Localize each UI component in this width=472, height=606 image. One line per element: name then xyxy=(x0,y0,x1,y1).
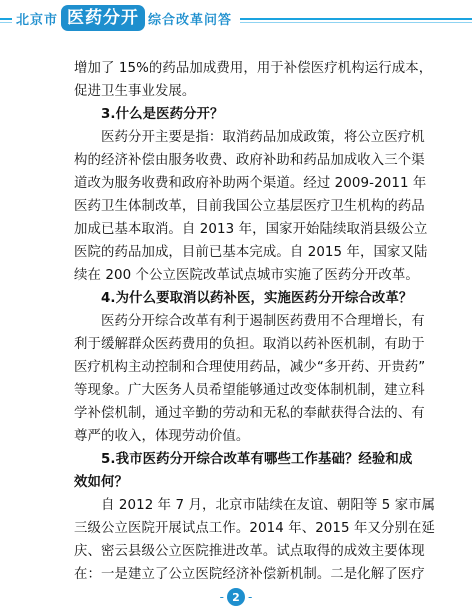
paragraph-line: 医院的药品加成，目前已基本完成。自 2015 年，国家又陆 xyxy=(74,245,428,260)
paragraph-line: 在：一是建立了公立医院经济补偿新机制。二是化解了医疗 xyxy=(74,567,425,582)
footer-dash-left: - xyxy=(219,590,224,604)
paragraph-line: 医药分开综合改革有利于遏制医药费用不合理增长，有 xyxy=(101,314,425,329)
page-footer xyxy=(0,588,472,606)
paragraph-line: 自 2012 年 7 月，北京市陆续在友谊、朝阳等 5 家市属 xyxy=(101,498,436,513)
header-city: 北京市 xyxy=(16,12,59,28)
body-text xyxy=(74,57,436,586)
page-number: 2 xyxy=(227,588,245,606)
section-heading-line: 4.为什么要取消以药补医，实施医药分开综合改革？ xyxy=(101,291,413,306)
paragraph-line: 医药卫生体制改革，目前我国公立基层医疗卫生机构的药品 xyxy=(74,199,425,214)
section-heading-line: 5.我市医药分开综合改革有哪些工作基础？经验和成 xyxy=(101,452,413,467)
paragraph-line: 学补偿机制，通过辛勤的劳动和无私的奉献获得合法的、有 xyxy=(74,406,425,421)
paragraph-line: 增加了 15%的药品加成费用，用于补偿医疗机构运行成本， xyxy=(74,61,433,76)
paragraph-line: 加成已基本取消。自 2013 年，国家开始陆续取消县级公立 xyxy=(74,222,428,237)
page-header xyxy=(0,0,472,36)
paragraph-line: 促进卫生事业发展。 xyxy=(74,84,196,99)
paragraph-line: 三级公立医院开展试点工作。2014 年、2015 年又分别在延 xyxy=(74,521,435,536)
header-title-group xyxy=(12,2,240,34)
paragraph-line: 医疗机构主动控制和合理使用药品，减少“多开药、开贵药” xyxy=(74,360,426,375)
section-heading-line: 效如何？ xyxy=(74,475,128,490)
paragraph-line: 道改为服务收费和政府补助两个渠道。经过 2009-2011 年 xyxy=(74,176,427,191)
header-badge: 医药分开 xyxy=(61,5,145,31)
paragraph-line: 利于缓解群众医药费用的负担。取消以药补医机制，有助于 xyxy=(74,337,425,352)
paragraph-line: 尊严的收入，体现劳动价值。 xyxy=(74,429,250,444)
header-subtitle: 综合改革问答 xyxy=(148,12,233,28)
paragraph-line: 续在 200 个公立医院改革试点城市实施了医药分开改革。 xyxy=(74,268,419,283)
footer-dash-right: - xyxy=(248,590,253,604)
paragraph-line: 庆、密云县级公立医院推进改革。试点取得的成效主要体现 xyxy=(74,544,425,559)
paragraph-line: 等现象。广大医务人员希望能够通过改变体制机制，建立科 xyxy=(74,383,425,398)
paragraph-line: 构的经济补偿由服务收费、政府补助和药品加成收入三个渠 xyxy=(74,153,425,168)
section-heading-line: 3.什么是医药分开？ xyxy=(101,107,224,122)
paragraph-line: 医药分开主要是指：取消药品加成政策，将公立医疗机 xyxy=(101,130,425,145)
